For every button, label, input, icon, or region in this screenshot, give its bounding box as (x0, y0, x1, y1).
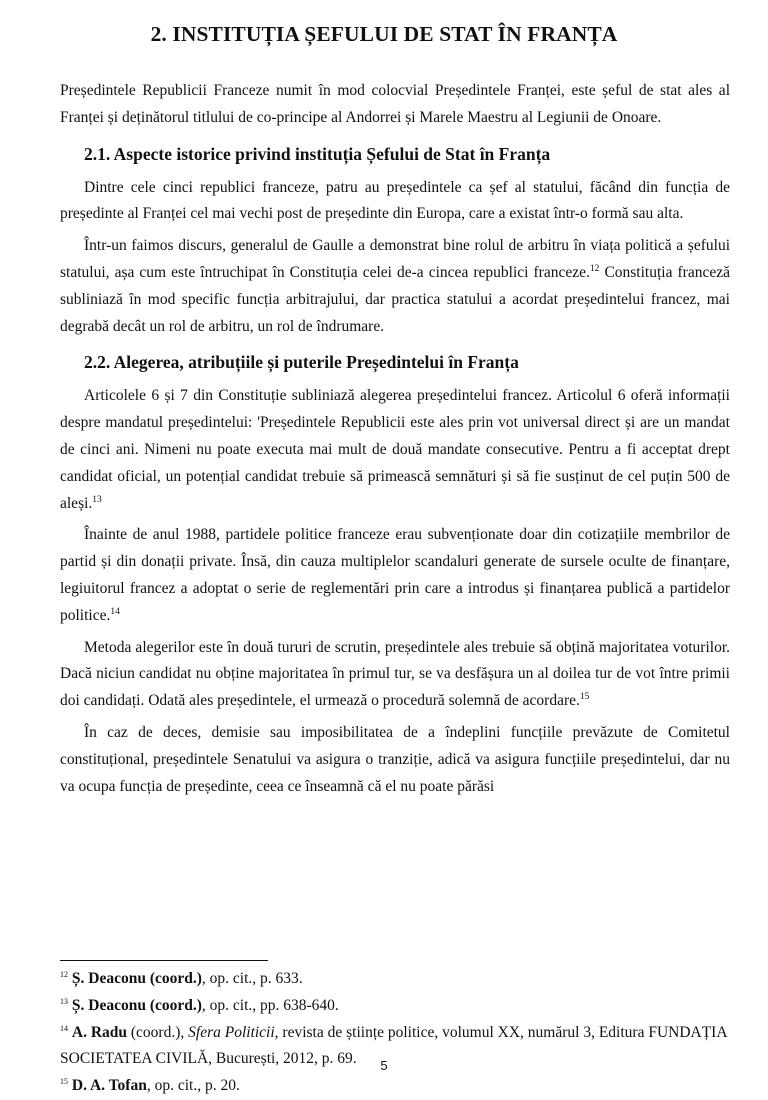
paragraph-s1-p2 (60, 233, 730, 340)
footnote-number: 14 (60, 1023, 68, 1033)
page-title: 2. INSTITUȚIA ȘEFULUI DE STAT ÎN FRANȚA (150, 22, 618, 46)
footnote-ref-15[interactable]: 15 (579, 691, 590, 702)
footnote-separator (60, 960, 268, 961)
paragraph-s2-p1 (60, 383, 730, 517)
section-heading-2-1: 2.1. Aspecte istorice privind instituția Șefului de Stat în Franța (84, 143, 551, 164)
footnote-author: D. A. Tofan (71, 1077, 147, 1095)
footnote-ref-13[interactable]: 13 (92, 494, 102, 505)
footnote-ref-14[interactable]: 14 (110, 606, 120, 617)
footnote-author: Ș. Deaconu (coord.) (71, 970, 202, 987)
footnotes (60, 966, 730, 1100)
body-text (60, 78, 730, 800)
paragraph-s1-p1: Dintre cele cinci republici franceze, patru au președintele ca șef al statului, făcând din funcția de președinte al Franței cel mai vechi post de președinte din Europa, care a existat într-o formă sau alta. (60, 178, 730, 223)
paragraph-s2-p3-text: Metoda alegerilor este în două tururi de scrutin, președintele ales trebuie să obțină majoritatea voturilor. Dacă niciun candidat nu obține majoritatea în primul tur, se va desfășura un al doilea tur de vot între primii doi candidați. Odată ales președintele, el urmează o procedură solemnă de acordare. (60, 638, 730, 710)
footnote-15 (60, 1073, 730, 1100)
footnote-number: 15 (60, 1077, 68, 1087)
footnote-text: , op. cit., pp. 638-640. (201, 996, 339, 1014)
paragraph-s2-p4: În caz de deces, demisie sau imposibilitatea de a îndeplini funcțiile prevăzute de Comitetul constituțional, președintele Senatului va asigura o tranziție, adică va asigura funcțiile președintelui, dar nu va ocupa funcția de președinte, ceea ce înseamnă că el nu poate părăsi (60, 723, 730, 795)
footnote-number: 13 (60, 996, 68, 1006)
paragraph-s2-p1-text: Articolele 6 și 7 din Constituție subliniază alegerea președintelui francez. Articolul 6 oferă informații despre mandatul președintelui: 'Președintele Republicii este ales prin vot universal direct și are un mandat de cinci ani. Nimeni nu poate executa mai mult de două mandate consecutive. Pentru a fi acceptat drept candidat oficial, un potențial candidat trebuie să primească semnături și să fie susținut de cel puțin 500 de aleși. (60, 387, 730, 512)
footnote-author: A. Radu (71, 1023, 128, 1041)
page-number: 5 (380, 1058, 388, 1073)
footnote-text: , op. cit., p. 633. (201, 970, 303, 987)
paragraph-s1-p2-text: Într-un faimos discurs, generalul de Gaulle a demonstrat bine rolul de arbitru în viața politică a șefului statului, așa cum este întruchipat în Constituția celei de-a cincea republici franceze. (60, 237, 730, 281)
footnote-text: (coord.), (127, 1023, 189, 1041)
footnote-author: Ș. Deaconu (coord.) (71, 996, 202, 1014)
footnote-text: , revista de științe politice, volumul XX, numărul 3, Editura FUNDAȚIA SOCIETATEA CIVILĂ, București, 2012, p. 69. (60, 1023, 727, 1068)
footnote-work-title: Sfera Politicii (188, 1023, 275, 1041)
paragraph-s2-p3 (60, 635, 730, 715)
footnote-ref-12[interactable]: 12 (589, 263, 600, 274)
paragraph-s2-p2 (60, 522, 730, 629)
section-heading-2-2: 2.2. Alegerea, atribuțiile și puterile Președintelui în Franța (84, 352, 519, 373)
footnote-text: , op. cit., p. 20. (146, 1077, 240, 1095)
footnote-number: 12 (60, 969, 68, 979)
intro-paragraph: Președintele Republicii Franceze numit în mod colocvial Președintele Franței, este șeful de stat ales al Franței și deținătorul titlului de co-principe al Andorrei și Marele Maestru al Legiunii de Onoare. (60, 82, 730, 126)
paragraph-s2-p2-text: Înainte de anul 1988, partidele politice franceze erau subvenționate doar din cotizațiile membrilor de partid și din donații private. Însă, din cauza multiplelor scandaluri generate de sursele oculte de finanțare, legiuitorul francez a adoptat o serie de reglementări prin care a introdus și finanțarea publică a partidelor politice. (60, 526, 730, 624)
paragraph-s1-p3-text: Constituția franceză subliniază în mod specific funcția arbitrajului, dar practica statului a acordat președintelui francez, mai degrabă decât un rol de arbitru, un rol de îndrumare. (60, 263, 730, 335)
footnote-12 (60, 966, 730, 993)
footnote-13 (60, 993, 730, 1020)
